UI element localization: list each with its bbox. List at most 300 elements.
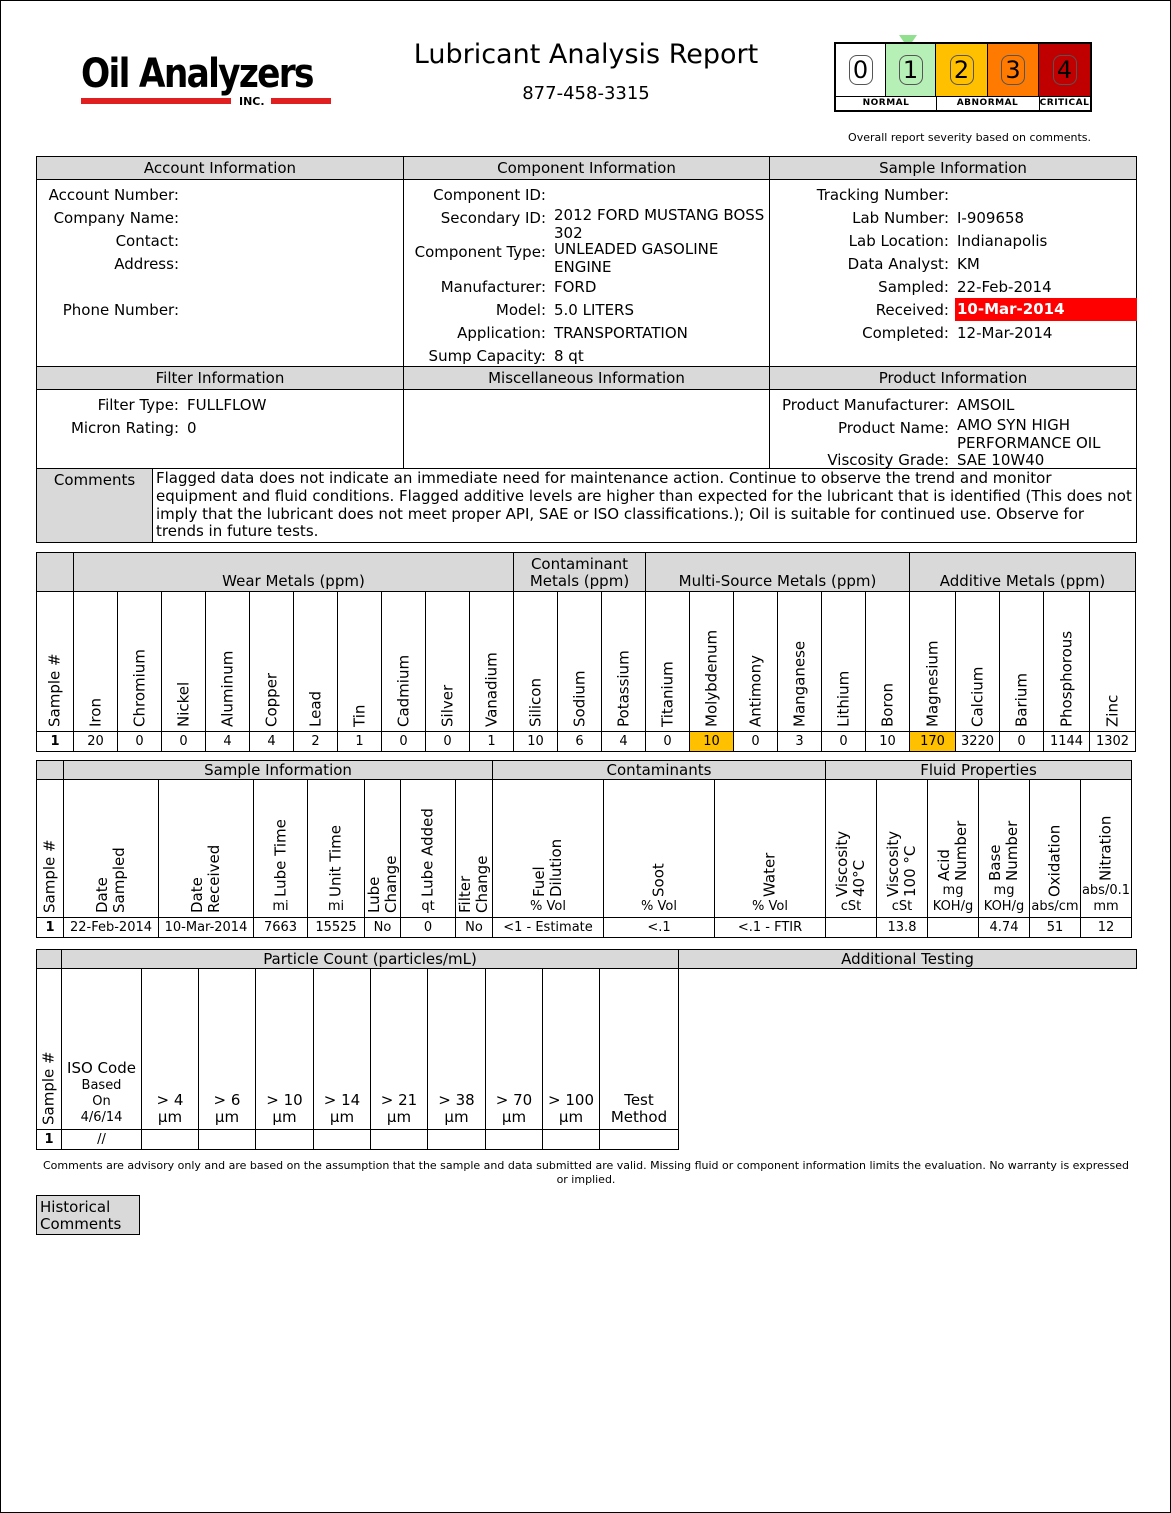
metals-group-blank bbox=[36, 552, 74, 592]
logo-bar-right bbox=[271, 98, 331, 104]
iso-code-value-cell bbox=[61, 1129, 142, 1150]
application-label: Application: bbox=[457, 324, 546, 342]
fluid-header-label-unit-time: Unit Time bbox=[326, 824, 345, 897]
particle-header-38-m bbox=[427, 968, 486, 1130]
severity-level-2: 2 bbox=[936, 44, 988, 96]
metal-header-label-manganese: Manganese bbox=[790, 640, 808, 727]
metal-header-nickel bbox=[161, 591, 206, 732]
particle-header-100-m bbox=[542, 968, 600, 1130]
completed-label: Completed: bbox=[862, 324, 949, 342]
metal-header-label-sodium: Sodium bbox=[570, 670, 588, 727]
fluid-value-text-filter-change: No bbox=[465, 920, 483, 935]
metal-value-sodium bbox=[557, 731, 602, 752]
metal-value-vanadium bbox=[469, 731, 514, 752]
metal-header-aluminum bbox=[205, 591, 250, 732]
metal-header-calcium bbox=[955, 591, 1000, 732]
fluid-header-unit-time bbox=[307, 779, 365, 918]
metal-header-label-vanadium: Vanadium bbox=[482, 652, 500, 727]
component-id-label: Component ID: bbox=[433, 186, 546, 204]
metal-value-text-cadmium: 0 bbox=[399, 734, 408, 749]
metal-value-iron bbox=[73, 731, 118, 752]
metal-value-text-silver: 0 bbox=[443, 734, 452, 749]
fluid-value-filter-change bbox=[455, 917, 493, 938]
iso-code-sub: Based On 4/6/14 bbox=[80, 1078, 123, 1125]
metal-value-copper bbox=[249, 731, 294, 752]
fluid-unit-base-number: mg KOH/g bbox=[983, 883, 1025, 914]
particle-value-8 bbox=[599, 1129, 679, 1150]
metals-group-label-multi: Multi-Source Metals (ppm) bbox=[678, 572, 877, 590]
fluid-header-oxidation bbox=[1029, 779, 1081, 918]
metal-header-label-phosphorous: Phosphorous bbox=[1057, 630, 1075, 727]
fluid-value-text-date-sampled: 22-Feb-2014 bbox=[69, 920, 153, 935]
fluid-value-soot bbox=[603, 917, 715, 938]
fluid-header-label-filter-change: Filter Change bbox=[456, 855, 491, 913]
metal-value-text-magnesium: 170 bbox=[920, 734, 945, 749]
particle-sample-header bbox=[36, 968, 62, 1130]
fluid-unit-oxidation: abs/cm bbox=[1031, 899, 1079, 914]
fluid-value-viscosity-40-c bbox=[825, 917, 877, 938]
fluid-header-lube-time bbox=[253, 779, 308, 918]
iso-code-value: // bbox=[97, 1132, 106, 1147]
filter-type-value: FULLFLOW bbox=[187, 396, 267, 414]
particle-header-label-test-method: Test Method bbox=[610, 1091, 668, 1126]
metal-value-text-barium: 0 bbox=[1017, 734, 1026, 749]
fluid-header-label-base-number: Base Number bbox=[986, 820, 1021, 881]
metal-value-titanium bbox=[645, 731, 690, 752]
lab-number-label: Lab Number: bbox=[852, 209, 949, 227]
additional-testing-header bbox=[678, 949, 1137, 969]
fluid-header-acid-number bbox=[927, 779, 979, 918]
metal-header-sodium bbox=[557, 591, 602, 732]
manufacturer-value: FORD bbox=[554, 278, 597, 296]
fluid-unit-viscosity-100-c: cSt bbox=[891, 899, 913, 914]
metal-header-label-magnesium: Magnesium bbox=[923, 640, 941, 727]
fluid-header-label-lube-time: Lube Time bbox=[271, 819, 289, 897]
viscosity-grade-label: Viscosity Grade: bbox=[827, 451, 949, 469]
fluid-group-blank bbox=[36, 760, 64, 780]
severity-level-0: 0 bbox=[836, 44, 886, 96]
metal-value-manganese bbox=[777, 731, 822, 752]
metal-header-titanium bbox=[645, 591, 690, 732]
metal-value-text-copper: 4 bbox=[267, 734, 276, 749]
metal-header-label-boron: Boron bbox=[878, 683, 896, 727]
additional-testing-label: Additional Testing bbox=[841, 950, 974, 968]
filter-type-label: Filter Type: bbox=[97, 396, 179, 414]
metals-sample-label: Sample # bbox=[45, 653, 64, 727]
fluid-header-label-lube-change: Lube Change bbox=[364, 855, 400, 913]
metal-value-text-aluminum: 4 bbox=[223, 734, 232, 749]
logo-bar-left bbox=[81, 98, 231, 104]
metal-header-label-barium: Barium bbox=[1012, 673, 1030, 727]
particle-sample-label: Sample # bbox=[39, 1051, 58, 1125]
metal-header-chromium bbox=[117, 591, 162, 732]
metals-group-wear bbox=[73, 552, 514, 592]
fluid-unit-viscosity-40-c: cSt bbox=[840, 899, 862, 914]
metal-header-label-iron: Iron bbox=[86, 698, 104, 727]
fluid-value-viscosity-100-c bbox=[876, 917, 928, 938]
comments-text-cell bbox=[152, 468, 1137, 543]
fluid-unit-unit-time: mi bbox=[327, 899, 345, 914]
metal-value-potassium bbox=[601, 731, 646, 752]
metal-value-text-manganese: 3 bbox=[795, 734, 804, 749]
product-name-value: AMO SYN HIGH PERFORMANCE OIL bbox=[957, 416, 1101, 452]
sampled-value: 22-Feb-2014 bbox=[957, 278, 1052, 296]
metal-value-text-iron: 20 bbox=[87, 734, 104, 749]
fluid-sample-header bbox=[36, 779, 64, 918]
lab-number-value: I-909658 bbox=[957, 209, 1025, 227]
metals-row-sample-value: 1 bbox=[50, 734, 60, 749]
metal-value-magnesium bbox=[909, 731, 956, 752]
metal-header-silver bbox=[425, 591, 470, 732]
metal-header-label-silicon: Silicon bbox=[526, 678, 544, 727]
metal-header-phosphorous bbox=[1043, 591, 1090, 732]
received-label: Received: bbox=[875, 301, 949, 319]
metal-value-text-silicon: 10 bbox=[527, 734, 544, 749]
fluid-header-date-sampled bbox=[63, 779, 159, 918]
metal-header-label-antimony: Antimony bbox=[746, 655, 764, 727]
fluid-group-label-sample-info: Sample Information bbox=[204, 761, 352, 779]
metal-value-text-lead: 2 bbox=[311, 734, 320, 749]
iso-code-header bbox=[61, 968, 142, 1130]
contact-label: Contact: bbox=[115, 232, 179, 250]
particle-header-label-38-m: > 38 µm bbox=[438, 1091, 475, 1126]
metal-value-text-lithium: 0 bbox=[839, 734, 848, 749]
particle-header-label-14-m: > 14 µm bbox=[323, 1091, 361, 1126]
historical-comments-label: Historical Comments bbox=[40, 1198, 122, 1233]
fluid-unit-water: % Vol bbox=[752, 899, 788, 914]
metal-header-potassium bbox=[601, 591, 646, 732]
particle-value-3 bbox=[313, 1129, 371, 1150]
fluid-unit-lube-time: mi bbox=[272, 899, 289, 914]
severity-label-critical: CRITICAL bbox=[1039, 98, 1090, 108]
metal-value-text-tin: 1 bbox=[355, 734, 364, 749]
phone-number-label: Phone Number: bbox=[62, 301, 179, 319]
fluid-row-sample-value: 1 bbox=[45, 920, 55, 935]
fluid-value-lube-added bbox=[400, 917, 456, 938]
metals-group-label-wear: Wear Metals (ppm) bbox=[222, 572, 365, 590]
fluid-value-unit-time bbox=[307, 917, 365, 938]
fluid-header-date-received bbox=[158, 779, 254, 918]
metal-header-label-calcium: Calcium bbox=[968, 666, 986, 727]
metal-header-iron bbox=[73, 591, 118, 732]
company-logo: Oil Analyzers bbox=[81, 51, 313, 97]
fluid-header-label-viscosity-100-c: Viscosity 100 °C bbox=[884, 830, 919, 897]
fluid-value-text-soot: <.1 bbox=[647, 920, 671, 935]
lab-location-label: Lab Location: bbox=[848, 232, 949, 250]
historical-comments-cell bbox=[36, 1195, 140, 1235]
misc-info-panel bbox=[403, 389, 770, 469]
fluid-value-text-water: <.1 - FTIR bbox=[737, 920, 803, 935]
logo-inc: INC. bbox=[239, 95, 265, 108]
metal-value-lithium bbox=[821, 731, 866, 752]
fluid-header-label-nitration: Nitration bbox=[1096, 815, 1115, 881]
metal-header-label-zinc: Zinc bbox=[1103, 694, 1121, 727]
model-value: 5.0 LITERS bbox=[554, 301, 634, 319]
particle-header-label-6-m: > 6 µm bbox=[213, 1091, 241, 1126]
metal-value-nickel bbox=[161, 731, 206, 752]
model-label: Model: bbox=[495, 301, 546, 319]
application-value: TRANSPORTATION bbox=[554, 324, 688, 342]
fluid-row-sample bbox=[36, 917, 64, 938]
severity-note: Overall report severity based on comments. bbox=[848, 131, 1091, 144]
particle-row-sample-value: 1 bbox=[44, 1132, 54, 1147]
product-info-header: Product Information bbox=[769, 366, 1137, 390]
severity-scale bbox=[834, 42, 1092, 112]
severity-level-1: 1 bbox=[886, 44, 936, 96]
metal-header-label-titanium: Titanium bbox=[658, 661, 676, 727]
particle-header-10-m bbox=[255, 968, 314, 1130]
metal-header-cadmium bbox=[381, 591, 426, 732]
data-analyst-label: Data Analyst: bbox=[847, 255, 949, 273]
metal-header-label-tin: Tin bbox=[350, 704, 368, 727]
address-label: Address: bbox=[114, 255, 179, 273]
fluid-header-label-acid-number: Acid Number bbox=[935, 820, 970, 881]
company-name-label: Company Name: bbox=[53, 209, 179, 227]
particle-value-0 bbox=[141, 1129, 199, 1150]
metal-header-label-chromium: Chromium bbox=[130, 649, 148, 727]
metal-value-cadmium bbox=[381, 731, 426, 752]
comments-text: Flagged data does not indicate an immediate need for maintenance action. Continue to observe the trend and monitor equipment and fluid conditions. Flagged additive levels are higher than expected for the lubricant that is identified (This does not imply that the lubricant does not meet proper API, SAE or ISO classifications.); Oil is suitable for continued use. Observe for trends in future tests. bbox=[156, 469, 1132, 541]
particle-header-4-m bbox=[141, 968, 199, 1130]
particle-header-label-10-m: > 10 µm bbox=[266, 1091, 303, 1126]
account-info-header: Account Information bbox=[36, 156, 404, 180]
metal-value-text-potassium: 4 bbox=[619, 734, 628, 749]
metal-value-calcium bbox=[955, 731, 1000, 752]
fluid-value-oxidation bbox=[1029, 917, 1081, 938]
fluid-value-text-viscosity-100-c: 13.8 bbox=[887, 920, 917, 935]
metals-row-sample bbox=[36, 731, 74, 752]
fluid-group-label-contaminants: Contaminants bbox=[606, 761, 712, 779]
metals-group-label-additive: Additive Metals (ppm) bbox=[939, 572, 1106, 590]
particle-value-6 bbox=[485, 1129, 543, 1150]
fluid-group-properties bbox=[825, 760, 1132, 780]
metal-header-vanadium bbox=[469, 591, 514, 732]
particle-header-6-m bbox=[198, 968, 256, 1130]
metal-header-label-nickel: Nickel bbox=[174, 681, 192, 727]
fluid-header-water bbox=[714, 779, 826, 918]
tracking-number-label: Tracking Number: bbox=[816, 186, 949, 204]
particle-group-blank bbox=[36, 949, 62, 969]
particle-value-2 bbox=[255, 1129, 314, 1150]
metal-header-zinc bbox=[1089, 591, 1136, 732]
sampled-label: Sampled: bbox=[878, 278, 949, 296]
metal-value-text-vanadium: 1 bbox=[487, 734, 496, 749]
particle-header-test-method bbox=[599, 968, 679, 1130]
metal-value-tin bbox=[337, 731, 382, 752]
metal-header-magnesium bbox=[909, 591, 956, 732]
fluid-unit-soot: % Vol bbox=[641, 899, 677, 914]
particle-value-7 bbox=[542, 1129, 600, 1150]
metal-header-label-copper: Copper bbox=[262, 672, 280, 727]
metal-value-text-molybdenum: 10 bbox=[703, 734, 720, 749]
fluid-group-label-properties: Fluid Properties bbox=[920, 761, 1037, 779]
secondary-id-value: 2012 FORD MUSTANG BOSS 302 bbox=[554, 206, 765, 242]
particle-header-label-4-m: > 4 µm bbox=[156, 1091, 184, 1126]
metal-value-text-zinc: 1302 bbox=[1095, 734, 1130, 749]
account-info-panel bbox=[36, 179, 404, 367]
sample-info-header: Sample Information bbox=[769, 156, 1137, 180]
fluid-value-text-lube-change: No bbox=[373, 920, 392, 935]
fluid-header-lube-change bbox=[364, 779, 401, 918]
iso-code-label: ISO Code bbox=[67, 1059, 136, 1077]
metal-header-copper bbox=[249, 591, 294, 732]
fluid-unit-fuel-dilution: % Vol bbox=[530, 899, 566, 914]
micron-rating-label: Micron Rating: bbox=[70, 419, 179, 437]
disclaimer-note: Comments are advisory only and are based on the assumption that the sample and data submitted are valid. Missing fluid or component information limits the evaluation. No warranty is expressed or implied. bbox=[42, 1159, 1130, 1186]
fluid-value-text-oxidation: 51 bbox=[1046, 920, 1064, 935]
fluid-header-nitration bbox=[1080, 779, 1132, 918]
metal-header-lead bbox=[293, 591, 338, 732]
metal-value-silicon bbox=[513, 731, 558, 752]
metal-header-antimony bbox=[733, 591, 778, 732]
metal-header-manganese bbox=[777, 591, 822, 732]
fluid-value-text-base-number: 4.74 bbox=[989, 920, 1019, 935]
metal-value-barium bbox=[999, 731, 1044, 752]
metal-header-label-silver: Silver bbox=[438, 684, 456, 727]
metal-value-text-phosphorous: 1144 bbox=[1049, 734, 1084, 749]
metal-value-silver bbox=[425, 731, 470, 752]
fluid-value-date-received bbox=[158, 917, 254, 938]
fluid-group-sample-info bbox=[63, 760, 493, 780]
particle-value-1 bbox=[198, 1129, 256, 1150]
fluid-value-nitration bbox=[1080, 917, 1132, 938]
fluid-value-water bbox=[714, 917, 826, 938]
particle-value-5 bbox=[427, 1129, 486, 1150]
sump-capacity-label: Sump Capacity: bbox=[428, 347, 546, 365]
metal-value-text-boron: 10 bbox=[879, 734, 896, 749]
fluid-header-label-fuel-dilution: Fuel Dilution bbox=[530, 838, 565, 897]
metal-header-tin bbox=[337, 591, 382, 732]
fluid-header-label-oxidation: Oxidation bbox=[1045, 824, 1064, 897]
severity-level-4: 4 bbox=[1039, 44, 1090, 96]
metal-header-silicon bbox=[513, 591, 558, 732]
fluid-value-text-date-received: 10-Mar-2014 bbox=[164, 920, 248, 935]
fluid-header-fuel-dilution bbox=[492, 779, 604, 918]
fluid-value-text-nitration: 12 bbox=[1097, 920, 1115, 935]
manufacturer-label: Manufacturer: bbox=[440, 278, 546, 296]
fluid-header-viscosity-100-c bbox=[876, 779, 928, 918]
metals-group-contaminant bbox=[513, 552, 646, 592]
fluid-unit-nitration: abs/0.1 mm bbox=[1081, 883, 1131, 914]
product-manufacturer-value: AMSOIL bbox=[957, 396, 1015, 414]
severity-label-normal: NORMAL bbox=[862, 98, 910, 108]
metal-header-label-lithium: Lithium bbox=[834, 670, 852, 727]
product-manufacturer-label: Product Manufacturer: bbox=[782, 396, 949, 414]
particle-header-label-21-m: > 21 µm bbox=[380, 1091, 418, 1126]
account-number-label: Account Number: bbox=[48, 186, 179, 204]
fluid-value-text-fuel-dilution: <1 - Estimate bbox=[503, 920, 593, 935]
metal-value-text-sodium: 6 bbox=[575, 734, 584, 749]
viscosity-grade-value: SAE 10W40 bbox=[957, 451, 1045, 469]
fluid-value-acid-number bbox=[927, 917, 979, 938]
fluid-header-label-date-sampled: Date Sampled bbox=[93, 847, 128, 913]
metal-value-chromium bbox=[117, 731, 162, 752]
fluid-value-base-number bbox=[978, 917, 1030, 938]
metal-value-zinc bbox=[1089, 731, 1136, 752]
fluid-sample-label: Sample # bbox=[40, 839, 59, 913]
metal-value-text-calcium: 3220 bbox=[960, 734, 995, 749]
fluid-value-text-lube-time: 7663 bbox=[263, 920, 298, 935]
fluid-value-lube-time bbox=[253, 917, 308, 938]
metal-header-boron bbox=[865, 591, 910, 732]
fluid-value-fuel-dilution bbox=[492, 917, 604, 938]
component-info-header: Component Information bbox=[403, 156, 770, 180]
metal-header-label-molybdenum: Molybdenum bbox=[702, 629, 720, 727]
metal-value-molybdenum bbox=[689, 731, 734, 752]
fluid-header-label-water: Water bbox=[760, 852, 779, 897]
fluid-group-contaminants bbox=[492, 760, 826, 780]
metals-sample-header bbox=[36, 591, 74, 732]
report-title: Lubricant Analysis Report bbox=[413, 39, 759, 70]
metal-header-label-cadmium: Cadmium bbox=[394, 654, 412, 727]
fluid-header-viscosity-40-c bbox=[825, 779, 877, 918]
metal-header-molybdenum bbox=[689, 591, 734, 732]
severity-label-abnormal: ABNORMAL bbox=[956, 98, 1019, 108]
metal-value-text-chromium: 0 bbox=[135, 734, 144, 749]
metal-value-text-antimony: 0 bbox=[751, 734, 760, 749]
particle-header-label-70-m: > 70 µm bbox=[495, 1091, 533, 1126]
particle-row-sample bbox=[36, 1129, 62, 1150]
component-type-label: Component Type: bbox=[414, 243, 546, 261]
fluid-unit-lube-added: qt bbox=[421, 899, 435, 914]
data-analyst-value: KM bbox=[957, 255, 980, 273]
micron-rating-value: 0 bbox=[187, 419, 197, 437]
fluid-header-label-lube-added: Lube Added bbox=[418, 808, 437, 897]
fluid-unit-acid-number: mg KOH/g bbox=[932, 883, 974, 914]
secondary-id-label: Secondary ID: bbox=[440, 209, 546, 227]
lab-phone: 877-458-3315 bbox=[522, 83, 650, 104]
metal-value-aluminum bbox=[205, 731, 250, 752]
metals-group-label-contaminant: Contaminant Metals (ppm) bbox=[529, 555, 630, 590]
metal-header-lithium bbox=[821, 591, 866, 732]
metal-value-phosphorous bbox=[1043, 731, 1090, 752]
particle-header-70-m bbox=[485, 968, 543, 1130]
particle-header-14-m bbox=[313, 968, 371, 1130]
particle-value-4 bbox=[370, 1129, 428, 1150]
metal-header-label-potassium: Potassium bbox=[614, 650, 632, 727]
comments-label-cell bbox=[36, 468, 153, 543]
received-value: 10-Mar-2014 bbox=[955, 298, 1137, 321]
lab-location-value: Indianapolis bbox=[957, 232, 1048, 250]
comments-label: Comments bbox=[53, 471, 136, 489]
fluid-header-lube-added bbox=[400, 779, 456, 918]
metal-header-barium bbox=[999, 591, 1044, 732]
metal-header-label-lead: Lead bbox=[306, 690, 324, 727]
fluid-value-lube-change bbox=[364, 917, 401, 938]
completed-value: 12-Mar-2014 bbox=[957, 324, 1053, 342]
metal-value-lead bbox=[293, 731, 338, 752]
particle-group-header bbox=[61, 949, 679, 969]
product-name-label: Product Name: bbox=[837, 419, 949, 437]
filter-info-header: Filter Information bbox=[36, 366, 404, 390]
particle-header-label-100-m: > 100 µm bbox=[548, 1091, 594, 1126]
metals-group-additive bbox=[909, 552, 1136, 592]
metal-header-label-aluminum: Aluminum bbox=[218, 650, 236, 727]
fluid-header-label-date-received: Date Received bbox=[188, 844, 223, 913]
component-type-value: UNLEADED GASOLINE ENGINE bbox=[554, 240, 719, 276]
metal-value-antimony bbox=[733, 731, 778, 752]
severity-level-3: 3 bbox=[988, 44, 1039, 96]
fluid-value-date-sampled bbox=[63, 917, 159, 938]
fluid-header-label-soot: Soot bbox=[649, 863, 668, 897]
metal-value-text-titanium: 0 bbox=[663, 734, 672, 749]
metal-value-text-nickel: 0 bbox=[179, 734, 188, 749]
fluid-value-text-unit-time: 15525 bbox=[315, 920, 357, 935]
particle-group-label: Particle Count (particles/mL) bbox=[263, 950, 477, 968]
fluid-header-label-viscosity-40-c: Viscosity 40°C bbox=[833, 830, 868, 897]
misc-info-header: Miscellaneous Information bbox=[403, 366, 770, 390]
sump-capacity-value: 8 qt bbox=[554, 347, 584, 365]
